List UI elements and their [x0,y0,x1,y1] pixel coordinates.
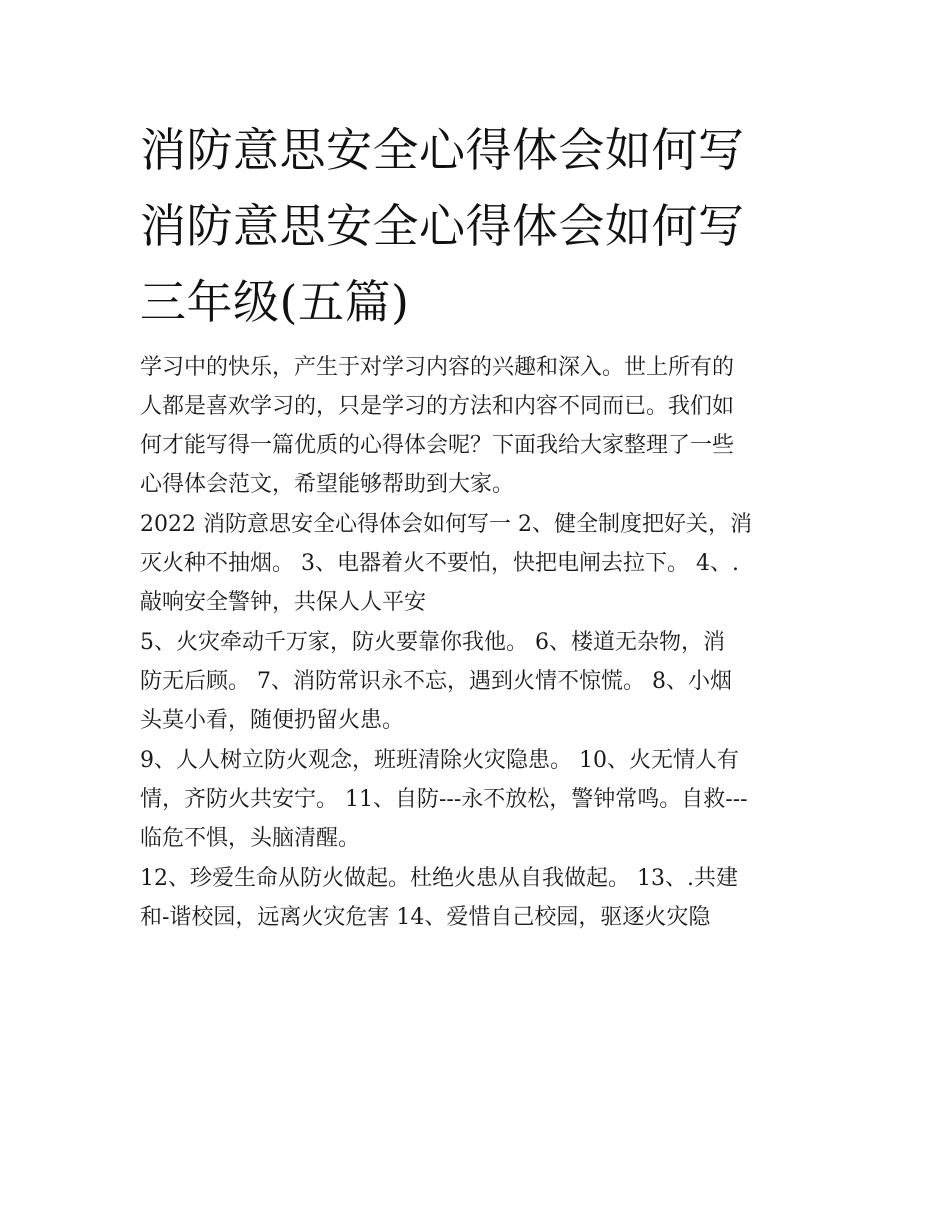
text-line: 防无后顾。 7、消防常识永不忘，遇到火情不惊慌。 8、小烟 [140,669,732,694]
title-line: 三年级(五篇) [140,275,410,329]
title-line: 消防意思安全心得体会如何写 [140,123,745,177]
text-line: 2022 消防意思安全心得体会如何写一 2、健全制度把好关，消 [140,512,752,537]
document-title [140,112,820,340]
text-line: 5、火灾牵动千万家，防火要靠你我他。 6、楼道无杂物，消 [140,630,725,655]
title-line: 消防意思安全心得体会如何写 [140,199,745,253]
text-line: 心得体会范文，希望能够帮助到大家。 [140,472,515,497]
text-line: 敲响安全警钟，共保人人平安 [140,590,427,615]
text-line: 人都是喜欢学习的，只是学习的方法和内容不同而已。我们如 [140,394,735,419]
text-line: 9、人人树立防火观念，班班清除火灾隐患。 10、火无情人有 [140,748,739,773]
text-line: 头莫小看，随便扔留火患。 [140,708,405,733]
text-line: 临危不惧，头脑清醒。 [140,826,361,851]
text-line: 何才能写得一篇优质的心得体会呢？下面我给大家整理了一些 [140,433,735,458]
paragraph-slogans-4 [140,859,820,937]
text-line: 和-谐校园，远离火灾危害 14、爱惜自己校园，驱逐火灾隐 [140,905,711,930]
text-line: 灭火种不抽烟。 3、电器着火不要怕，快把电闸去拉下。 4、. [140,551,739,576]
document-body [140,348,820,937]
document-content [140,112,820,938]
text-line: 学习中的快乐，产生于对学习内容的兴趣和深入。世上所有的 [140,355,735,380]
text-line: 情，齐防火共安宁。 11、自防---永不放松，警钟常鸣。自救--- [140,787,748,812]
paragraph-slogans-1 [140,505,820,622]
paragraph-slogans-2 [140,623,820,740]
paragraph-intro [140,348,820,504]
text-line: 12、珍爱生命从防火做起。杜绝火患从自我做起。 13、.共建 [140,866,738,891]
paragraph-slogans-3 [140,741,820,858]
